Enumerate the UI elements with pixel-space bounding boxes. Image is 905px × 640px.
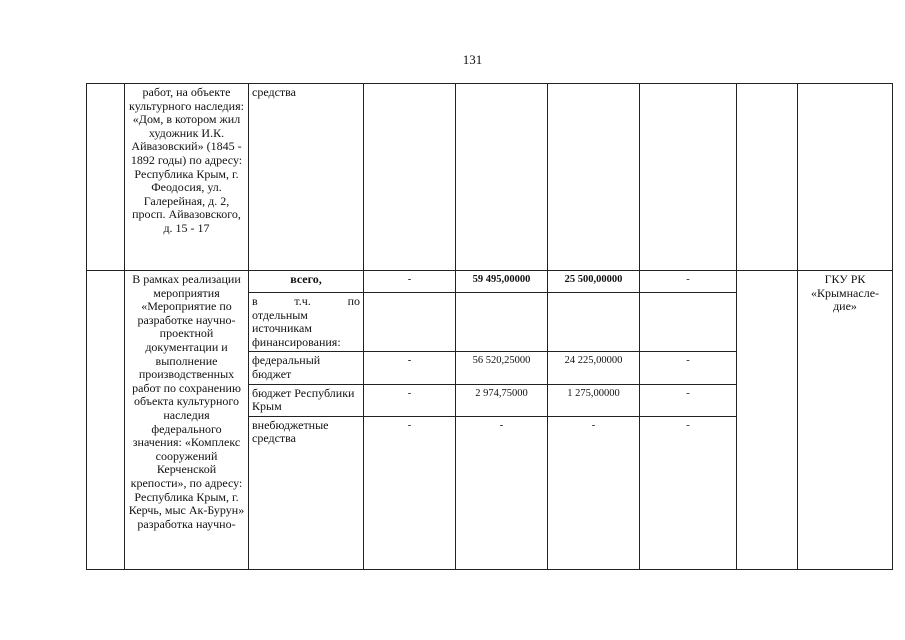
amount-cell: -: [640, 384, 737, 416]
amount-cell: 2 974,75000: [456, 384, 548, 416]
empty-cell: [87, 271, 125, 570]
financing-table: [86, 83, 893, 570]
amount-cell: -: [548, 416, 640, 569]
empty-cell: [364, 293, 456, 352]
empty-cell: [456, 293, 548, 352]
table-row: [87, 84, 893, 271]
funding-source-label: федеральный бюджет: [249, 352, 364, 384]
funding-source-label: средства: [249, 84, 364, 271]
amount-cell: -: [364, 352, 456, 384]
amount-cell: 1 275,00000: [548, 384, 640, 416]
empty-cell: [640, 84, 737, 271]
amount-cell: -: [364, 384, 456, 416]
label-part: в: [252, 294, 258, 308]
amount-cell: -: [640, 416, 737, 569]
empty-cell: [798, 84, 893, 271]
empty-cell: [737, 84, 798, 271]
measure-description: В рамках реализации мероприятия «Мероприятие по разработке научно-проектной документации и выполнение производственных работ по сохранению объекта культурного наследия федерального значения: «Комплекс сооружений Керченской крепости», по адресу: Республика Крым, г. Керчь, мыс Ак-Бурун» разработка научно-: [125, 271, 249, 570]
empty-cell: [87, 84, 125, 271]
funding-source-label: [249, 293, 364, 352]
empty-cell: [737, 271, 798, 570]
amount-cell: -: [640, 352, 737, 384]
label-part: по: [347, 294, 360, 308]
empty-cell: [548, 293, 640, 352]
table-row: [87, 271, 893, 293]
amount-cell: -: [364, 416, 456, 569]
measure-description: работ, на объекте культурного наследия: «Дом, в котором жил художник И.К. Айвазовский» (1845 - 1892 годы) по адресу: Республика Крым, г. Феодосия, ул. Галерейная, д. 2, просп. Айвазовского, д. 15 - 17: [125, 84, 249, 271]
empty-cell: [456, 84, 548, 271]
amount-cell: -: [364, 271, 456, 293]
funding-source-label: всего,: [249, 271, 364, 293]
label-part: т.ч.: [294, 294, 311, 308]
funding-source-label: внебюджетные средства: [249, 416, 364, 569]
amount-cell: 59 495,00000: [456, 271, 548, 293]
responsible-organization: ГКУ РК «Крымнасле-дие»: [798, 271, 893, 570]
label-part: отдельным источникам финансирования:: [252, 307, 341, 349]
page-number: 131: [462, 52, 483, 67]
empty-cell: [548, 84, 640, 271]
funding-source-label: бюджет Республики Крым: [249, 384, 364, 416]
amount-cell: -: [640, 271, 737, 293]
empty-cell: [640, 293, 737, 352]
amount-cell: 56 520,25000: [456, 352, 548, 384]
empty-cell: [364, 84, 456, 271]
amount-cell: -: [456, 416, 548, 569]
amount-cell: 25 500,00000: [548, 271, 640, 293]
amount-cell: 24 225,00000: [548, 352, 640, 384]
